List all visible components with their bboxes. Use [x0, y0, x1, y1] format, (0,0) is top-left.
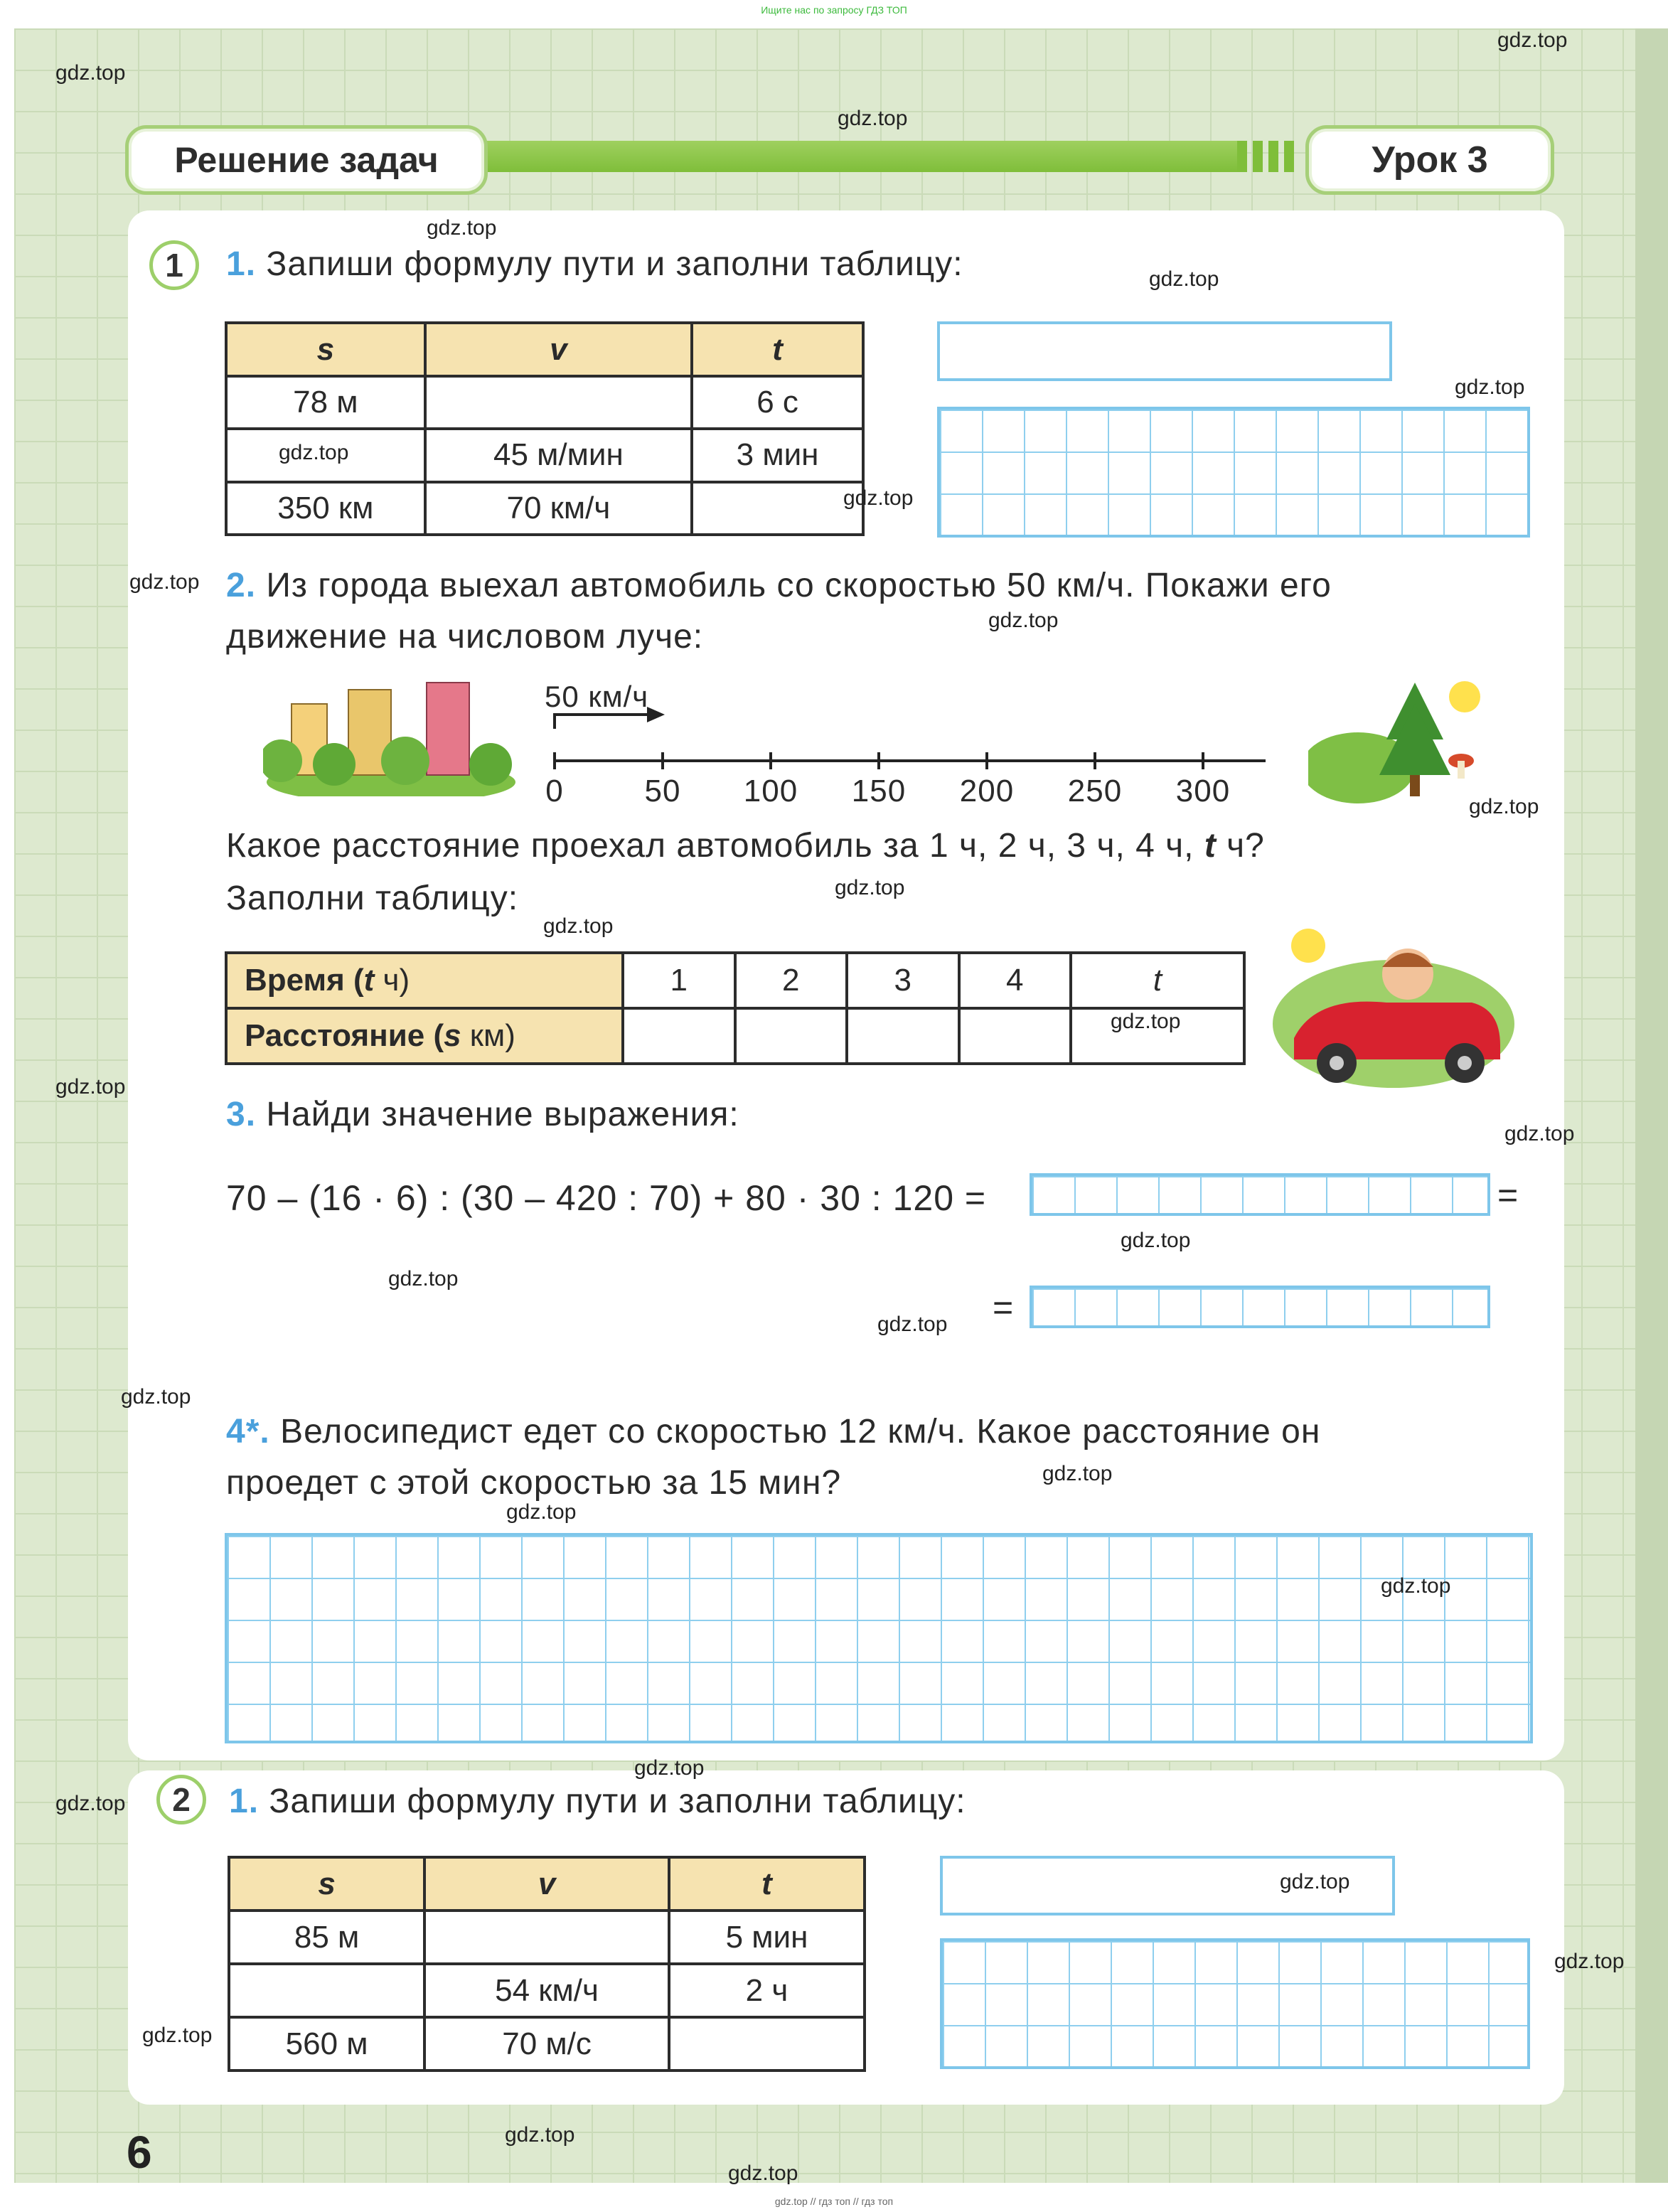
task-1-1-heading: [226, 245, 963, 284]
expression: 70 – (16 · 6) : (30 – 420 : 70) + 80 · 30 : 120 =: [226, 1178, 987, 1218]
distance-cell[interactable]: [959, 1008, 1071, 1064]
table-cell: 85 м: [229, 1911, 424, 1964]
table-cell: 70 км/ч: [425, 482, 692, 535]
header-stripe: [1253, 141, 1263, 172]
task-number: 3.: [226, 1096, 257, 1133]
forest-illustration: [1308, 668, 1507, 811]
speed-label: 50 км/ч: [545, 680, 649, 713]
watermark: gdz.top: [843, 486, 914, 510]
watermark: gdz.top: [1042, 1462, 1113, 1485]
task-2-1-heading: [229, 1782, 966, 1821]
table-cell[interactable]: [229, 1964, 424, 2017]
watermark: gdz.top: [838, 107, 908, 130]
table-cell: 70 м/с: [424, 2017, 669, 2071]
equals-sign: =: [993, 1288, 1015, 1327]
watermark: gdz.top: [728, 2162, 798, 2185]
task-text: Найди значение выражения:: [266, 1096, 739, 1133]
table-cell: 54 км/ч: [424, 1964, 669, 2017]
time-distance-table: [225, 951, 1246, 1065]
watermark: gdz.top: [988, 609, 1059, 632]
table-cell[interactable]: [669, 2017, 865, 2071]
table-cell: 2 ч: [669, 1964, 865, 2017]
time-variable: t: [1204, 827, 1217, 865]
watermark: gdz.top: [388, 1267, 459, 1291]
column-header: s: [226, 323, 425, 376]
time-cell: 1: [623, 953, 735, 1008]
watermark: gdz.top: [142, 2024, 213, 2047]
equals-sign: =: [1497, 1175, 1519, 1215]
expression-answer-grid-2[interactable]: [1030, 1286, 1490, 1328]
header-stripe: [1268, 141, 1278, 172]
bottom-note: gdz.top // гдз топ // гдз топ: [774, 2196, 894, 2207]
task-1-3-heading: [226, 1095, 739, 1134]
ray-tick-label: 250: [1067, 774, 1123, 808]
column-header: t: [669, 1857, 865, 1911]
task-text: Велосипедист едет со скоростью 12 км/ч. Какое расстояние он: [280, 1413, 1321, 1450]
column-header: v: [425, 323, 692, 376]
header-bar: [483, 141, 1237, 172]
lesson-label: Урок 3: [1305, 125, 1554, 195]
time-cell: t: [1071, 953, 1244, 1008]
answer-grid[interactable]: [940, 1938, 1530, 2069]
label-unit: ч): [374, 963, 410, 998]
ray-tick-label: 0: [545, 774, 564, 808]
watermark: gdz.top: [506, 1500, 577, 1524]
label-text: Время (: [245, 963, 364, 998]
header-stripe: [1284, 141, 1294, 172]
ray-tick-label: 100: [743, 774, 798, 808]
watermark: gdz.top: [279, 441, 349, 464]
watermark: gdz.top: [1280, 1870, 1350, 1893]
page-edge: [1635, 28, 1668, 2183]
column-header: t: [692, 323, 863, 376]
watermark: gdz.top: [877, 1313, 948, 1336]
question-line: [226, 826, 1265, 865]
watermark: gdz.top: [1381, 1574, 1451, 1598]
task-1-2-line2: движение на числовом луче:: [226, 618, 704, 656]
task-1-2-line1: [226, 566, 1332, 605]
watermark: gdz.top: [55, 1792, 126, 1815]
task-text: Запиши формулу пути и заполни таблицу:: [266, 245, 963, 283]
distance-cell[interactable]: [735, 1008, 848, 1064]
table-cell: 350 км: [226, 482, 425, 535]
path-table-1: [225, 321, 865, 536]
table-cell[interactable]: [424, 1911, 669, 1964]
ray-tick-label: 150: [851, 774, 907, 808]
car-illustration: [1273, 917, 1514, 1102]
task-number: 1.: [229, 1783, 260, 1820]
watermark: gdz.top: [1149, 267, 1219, 291]
table-cell: 560 м: [229, 2017, 424, 2071]
speed-arrow: [555, 715, 654, 729]
watermark: gdz.top: [1121, 1229, 1191, 1252]
task-number: 2.: [226, 567, 257, 604]
watermark: gdz.top: [427, 216, 497, 240]
table-cell: 5 мин: [669, 1911, 865, 1964]
distance-cell[interactable]: [847, 1008, 959, 1064]
table-cell: 45 м/мин: [425, 429, 692, 481]
header-stripe: [1237, 141, 1247, 172]
watermark: gdz.top: [543, 914, 614, 938]
distance-cell[interactable]: [623, 1008, 735, 1064]
watermark: gdz.top: [1504, 1122, 1575, 1145]
watermark: gdz.top: [55, 1075, 126, 1099]
ray-tick-label: 200: [959, 774, 1015, 808]
question-unit: ч?: [1216, 827, 1265, 865]
table-cell: 3 мин: [692, 429, 863, 481]
watermark: gdz.top: [1455, 375, 1525, 399]
time-cell: 3: [847, 953, 959, 1008]
task-number: 4*.: [226, 1413, 270, 1450]
watermark: gdz.top: [1111, 1010, 1181, 1033]
table-cell[interactable]: [692, 482, 863, 535]
watermark: gdz.top: [634, 1756, 705, 1780]
fill-instruction: Заполни таблицу:: [226, 880, 519, 917]
question-text: Какое расстояние проехал автомобиль за 1 ч, 2 ч, 3 ч, 4 ч,: [226, 827, 1194, 865]
city-illustration: [263, 675, 519, 796]
table-cell: 6 с: [692, 376, 863, 429]
task-text: Запиши формулу пути и заполни таблицу:: [269, 1783, 966, 1820]
watermark: gdz.top: [121, 1385, 191, 1409]
answer-grid[interactable]: [937, 407, 1530, 538]
table-cell[interactable]: [425, 376, 692, 429]
speed-arrowhead: [647, 707, 665, 722]
time-cell: 4: [959, 953, 1071, 1008]
label-var: s: [444, 1018, 461, 1053]
label-var: t: [363, 963, 375, 998]
task-text: Из города выехал автомобиль со скоростью 50 км/ч. Покажи его: [266, 567, 1332, 604]
row-label-time: [226, 953, 623, 1008]
solution-grid[interactable]: [225, 1533, 1533, 1743]
exercise-number-badge: 1: [149, 240, 199, 290]
watermark: gdz.top: [1554, 1950, 1625, 1973]
expression-answer-grid-1[interactable]: [1030, 1173, 1490, 1216]
time-cell: 2: [735, 953, 848, 1008]
formula-answer-box[interactable]: [937, 321, 1392, 381]
path-table-2: [228, 1856, 866, 2072]
ray-tick-label: 300: [1175, 774, 1231, 808]
row-label-distance: [226, 1008, 623, 1064]
page-number: 6: [127, 2127, 152, 2178]
label-unit: км): [461, 1018, 515, 1053]
task-number: 1.: [226, 245, 257, 283]
column-header: s: [229, 1857, 424, 1911]
section-title: Решение задач: [125, 125, 488, 195]
task-1-4-line1: [226, 1412, 1320, 1451]
watermark: gdz.top: [1497, 28, 1568, 52]
column-header: v: [424, 1857, 669, 1911]
top-note: Ищите нас по запросу ГДЗ ТОП: [761, 4, 907, 16]
watermark: gdz.top: [129, 570, 200, 594]
watermark: gdz.top: [835, 876, 905, 899]
task-1-4-line2: проедет с этой скоростью за 15 мин?: [226, 1464, 842, 1502]
watermark: gdz.top: [505, 2123, 575, 2147]
watermark: gdz.top: [1469, 795, 1539, 818]
ray-tick-label: 50: [644, 774, 681, 808]
watermark: gdz.top: [55, 61, 126, 85]
exercise-number-badge: 2: [156, 1775, 206, 1824]
label-text: Расстояние (: [245, 1018, 444, 1053]
table-cell: 78 м: [226, 376, 425, 429]
